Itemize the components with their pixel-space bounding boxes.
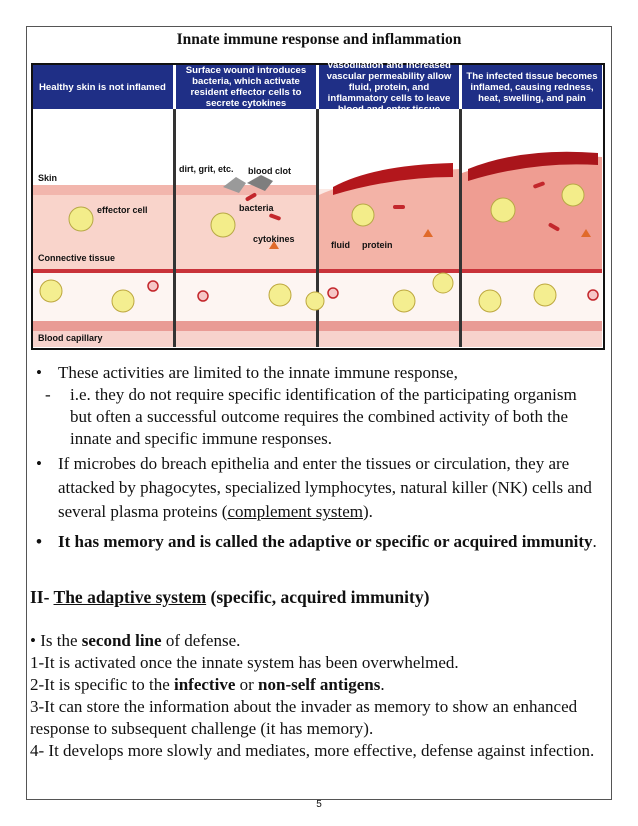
bullet-dot: • [36, 454, 42, 473]
adaptive-list [30, 630, 605, 762]
inflammation-figure [31, 59, 605, 350]
bullet-text: If microbes do breach epithelia and enter the tissues or circulation, they are attacked by phagocytes, specialized lymphocytes, natural killer (NK) cells and several plasma proteins ( [58, 454, 592, 521]
dash-mark: - [45, 385, 51, 404]
label-blood-clot: blood clot [248, 166, 291, 176]
panel-wound [176, 109, 316, 347]
bullet-list [32, 362, 602, 554]
bullet-dot: • [36, 363, 42, 382]
complement-system-text: complement system [227, 502, 363, 521]
list-item: 3-It can store the information about the invader as memory to show an enhanced response to subsequent challenge (it has memory). [30, 697, 578, 738]
panel-vasodilation [319, 109, 459, 347]
bullet-text: These activities are limited to the innate immune response, [58, 363, 458, 382]
section-prefix: II- [30, 587, 54, 607]
label-protein: protein [362, 240, 393, 250]
bullet-text-end: . [592, 532, 597, 551]
label-skin: Skin [38, 173, 58, 183]
panel-header-wound: Surface wound introduces bacteria, which activate resident effector cells to secrete cytokines [176, 65, 316, 109]
bullet-item [32, 452, 602, 524]
label-blood-capillary: Blood capillary [38, 333, 103, 343]
bullet-item [32, 530, 602, 554]
label-bacteria: bacteria [239, 203, 274, 213]
list-item [30, 674, 605, 696]
panel-healthy [33, 109, 173, 347]
label-effector-cell: effector cell [97, 205, 148, 215]
list-text: or [235, 675, 259, 694]
page-title: Innate immune response and inflammation [176, 31, 462, 48]
label-fluid: fluid [331, 240, 350, 250]
section-heading [30, 587, 429, 608]
bullet-item [32, 362, 602, 384]
list-item [30, 630, 605, 652]
bullet-text: It has memory and is called the adaptive or specific or acquired immunity [58, 532, 593, 551]
list-text-end: . [380, 675, 385, 694]
section-name: The adaptive system [53, 587, 207, 607]
page-number: 5 [316, 799, 322, 810]
list-bold: non-self antigens [258, 675, 381, 694]
section-suffix: (specific, acquired immunity) [206, 587, 430, 607]
list-text-end: of defense. [161, 631, 241, 650]
sub-item [32, 384, 602, 450]
list-item: 4- It develops more slowly and mediates, more effective, defense against infection. [30, 741, 595, 760]
sub-item-text: i.e. they do not require specific identification of the participating organism but often a successful outcome requires the combined activity of both the innate and specific immune responses. [70, 385, 577, 448]
bullet-text-end: ). [362, 502, 373, 521]
label-connective-tissue: Connective tissue [38, 253, 116, 263]
panel-header-healthy: Healthy skin is not inflamed [33, 65, 173, 109]
list-text: • Is the [30, 631, 82, 650]
list-text: 2-It is specific to the [30, 675, 174, 694]
panel-inflamed [462, 109, 602, 347]
list-bold: second line [81, 631, 162, 650]
panel-header-inflamed: The infected tissue becomes inflamed, causing redness, heat, swelling, and pain [462, 65, 602, 109]
list-bold: infective [174, 675, 236, 694]
list-item: 1-It is activated once the innate system has been overwhelmed. [30, 653, 459, 672]
label-cytokines: cytokines [253, 234, 295, 244]
panel-header-vasodilation: Vasodilation and increased vascular permeability allow fluid, protein, and inflammatory cells to leave [319, 65, 459, 109]
label-dirt: dirt, grit, etc. [179, 164, 234, 174]
bullet-dot: • [36, 532, 42, 551]
